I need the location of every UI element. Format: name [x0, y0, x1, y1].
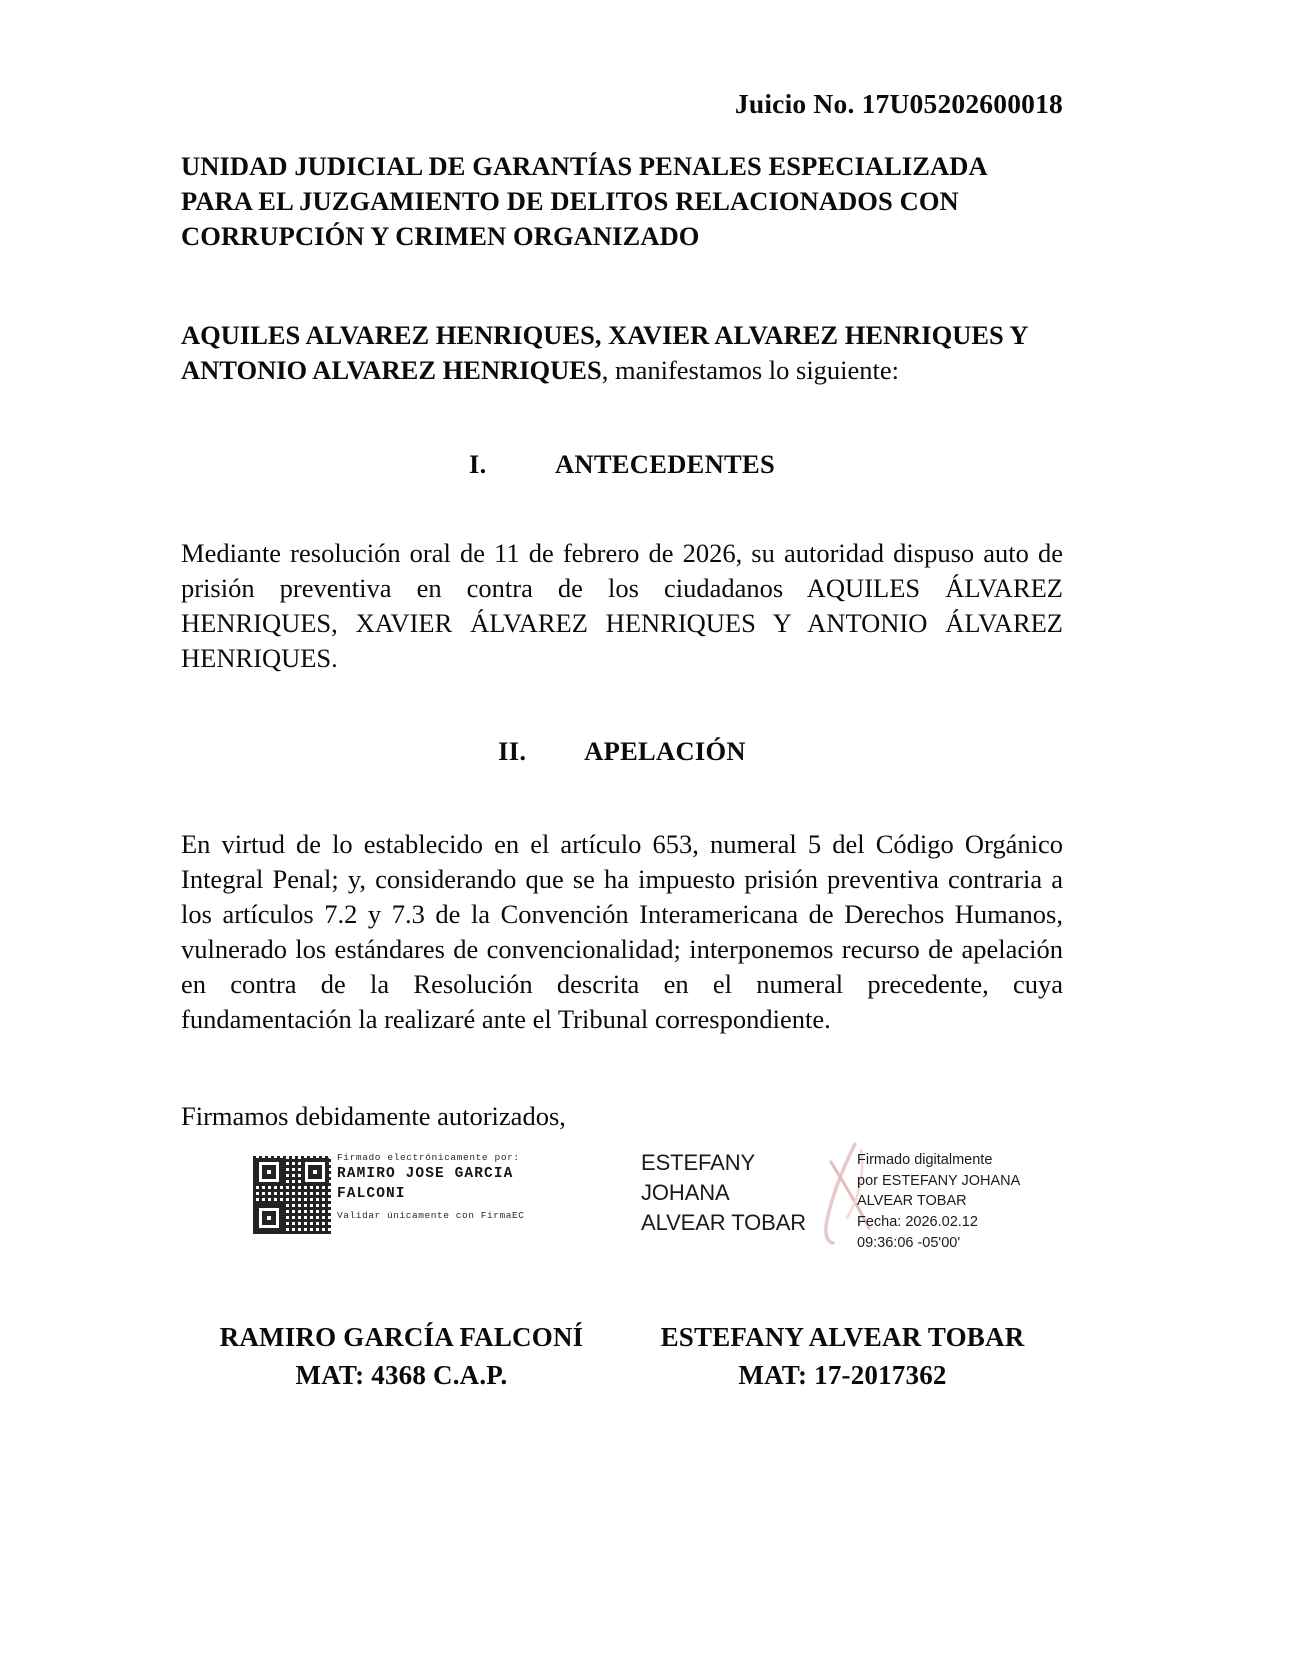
digital-signature-name-line1: ESTEFANY — [641, 1150, 756, 1175]
section-body-apelacion: En virtud de lo establecido en el artículo 653, numeral 5 del Código Orgánico Integral Penal; y, considerando que se ha impuesto prisión preventiva contraria a los artículos 7.2 y 7.3 de la Convención Interamericana de Derechos Humanos, vulnerado los estándares de convencionalidad; interponemos recurso de apelación en contra de la Resolución descrita en el numeral precedente, cuya fundamentación la realizaré ante el Tribunal correspondiente. — [181, 829, 1063, 1034]
section-numeral: I. — [468, 449, 487, 480]
case-number: Juicio No. 17U05202600018 — [734, 88, 1063, 119]
document-body — [181, 0, 1063, 1132]
section-title: APELACIÓN — [584, 736, 746, 767]
signatory-names — [181, 1318, 1063, 1395]
closing-line: Firmamos debidamente autorizados, — [181, 1100, 566, 1131]
signature-detail-line5: 09:36:06 -05'00' — [857, 1234, 961, 1251]
firmaec-signer-line1: RAMIRO JOSE GARCIA — [337, 1166, 514, 1183]
section-title: ANTECEDENTES — [554, 449, 776, 480]
section-heading-apelacion — [181, 736, 1063, 767]
signature-block-right — [631, 1148, 1063, 1251]
signature-detail-line3: ALVEAR TOBAR — [857, 1193, 967, 1210]
parties-line — [181, 318, 1063, 390]
signature-block-left — [201, 1148, 621, 1234]
section-numeral: II. — [498, 736, 527, 767]
firmaec-validation-note: Validar únicamente con FirmaEC — [337, 1210, 525, 1222]
signatory-right-registration: MAT: 17-2017362 — [738, 1360, 947, 1391]
signatory-right-name: ESTEFANY ALVEAR TOBAR — [660, 1322, 1025, 1352]
signatory-right — [622, 1318, 1063, 1395]
digital-signature-name-line2: JOHANA — [641, 1179, 730, 1205]
firmaec-label: Firmado electrónicamente por: — [337, 1152, 520, 1163]
signature-detail-line1: Firmado digitalmente — [857, 1152, 993, 1168]
signatory-left-registration: MAT: 4368 C.A.P. — [295, 1360, 508, 1391]
parties-names: AQUILES ALVAREZ HENRIQUES, XAVIER ALVAREZ HENRIQUES Y ANTONIO ALVAREZ HENRIQUES — [181, 319, 1028, 386]
section-heading-antecedentes — [181, 449, 1063, 480]
firmaec-text — [337, 1152, 525, 1221]
signatory-left-name: RAMIRO GARCÍA FALCONÍ — [219, 1322, 584, 1352]
court-heading: UNIDAD JUDICIAL DE GARANTÍAS PENALES ESPECIALIZADA PARA EL JUZGAMIENTO DE DELITOS RELACIONADOS CON CORRUPCIÓN Y CRIMEN ORGANIZADO — [181, 151, 987, 252]
digital-signature-stamp — [635, 1148, 1055, 1251]
signature-detail-line4: Fecha: 2026.02.12 — [857, 1214, 978, 1231]
parties-tail: , manifestamos lo siguiente: — [601, 355, 900, 386]
firmaec-stamp — [253, 1148, 613, 1234]
signature-detail-line2: por ESTEFANY JOHANA — [857, 1172, 1021, 1189]
digital-signature-name — [641, 1148, 837, 1238]
firmaec-signer-line2: FALCONI — [337, 1185, 406, 1202]
digital-signature-details — [857, 1150, 1057, 1254]
qr-code-icon — [253, 1156, 331, 1234]
section-body-antecedentes: Mediante resolución oral de 11 de febrero de 2026, su autoridad dispuso auto de prisión preventiva en contra de los ciudadanos AQUILES ÁLVAREZ HENRIQUES, XAVIER ÁLVAREZ HENRIQUES Y ANTONIO ÁLVAREZ HENRIQUES. — [181, 538, 1063, 674]
digital-signature-name-line3: ALVEAR TOBAR — [641, 1209, 807, 1235]
qr-corner-icon — [255, 1204, 283, 1232]
signatory-left — [181, 1318, 622, 1395]
